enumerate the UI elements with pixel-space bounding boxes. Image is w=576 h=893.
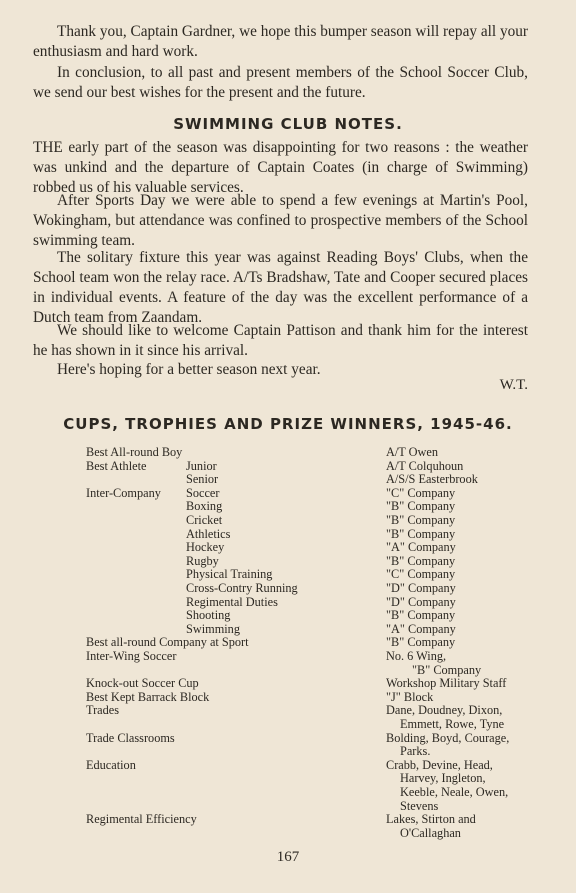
prize-winner: "B" Company — [386, 553, 456, 568]
prize-subcategory: Athletics — [186, 526, 231, 541]
prize-category: Best All-round Boy — [86, 445, 183, 459]
prize-category: Trades — [86, 703, 120, 718]
prize-category: Inter-Wing Soccer — [86, 649, 177, 663]
prize-winner: Bolding, Boyd, Courage, — [386, 730, 510, 745]
prize-subcategory: Rugby — [186, 553, 219, 568]
prize-winner: Lakes, Stirton and — [386, 812, 476, 827]
prize-winner: Harvey, Ingleton, — [400, 771, 486, 786]
prize-winner: "B" Company — [386, 635, 456, 650]
prize-winner: "D" Company — [386, 581, 456, 595]
prize-subcategory: Regimental Duties — [186, 594, 278, 609]
prize-winner: Emmett, Rowe, Tyne — [400, 717, 505, 731]
prize-subcategory: Cricket — [186, 513, 223, 527]
prize-winner: "J" Block — [386, 689, 434, 704]
swimming-paragraph-5: Here's hoping for a better season next year. — [57, 361, 321, 378]
prize-category: Knock-out Soccer Cup — [86, 676, 199, 691]
prize-category: Best Kept Barrack Block — [86, 689, 210, 704]
prize-winner: No. 6 Wing, — [386, 649, 447, 663]
signature: W.T. — [499, 377, 528, 393]
prize-winner: "A" Company — [386, 621, 456, 636]
prize-winner: "B" Company — [386, 499, 456, 514]
prize-winner: "C" Company — [386, 567, 456, 582]
prize-winner: "B" Company — [386, 513, 456, 527]
prize-winner: A/T Colquhoun — [386, 458, 464, 473]
swimming-paragraph-2: After Sports Day we were able to spend a few evenings at Martin's Pool, Wokingham, but attendance was confined to prospective members of the School swimming team. — [33, 192, 528, 249]
prize-subcategory: Soccer — [186, 485, 220, 500]
swimming-paragraph-4: We should like to welcome Captain Pattison and thank him for the interest he has shown in it since his arrival. — [33, 322, 528, 359]
prize-winner: O'Callaghan — [400, 825, 461, 840]
prize-category: Trade Classrooms — [86, 730, 175, 745]
prize-winner: A/T Owen — [386, 445, 439, 459]
prize-category: Education — [86, 757, 136, 772]
prize-winner: "C" Company — [386, 485, 456, 500]
prize-winner: Keeble, Neale, Owen, — [400, 785, 509, 799]
prize-subcategory: Swimming — [186, 621, 240, 636]
cups-heading: CUPS, TROPHIES AND PRIZE WINNERS, 1945-46. — [63, 415, 513, 433]
swimming-heading: SWIMMING CLUB NOTES. — [173, 115, 403, 133]
prize-winner: "B" Company — [386, 608, 456, 623]
prize-subcategory: Shooting — [186, 608, 231, 623]
prize-winner: Parks. — [400, 744, 431, 759]
prize-subcategory: Physical Training — [186, 567, 273, 582]
prize-subcategory: Hockey — [186, 540, 225, 555]
swimming-paragraph-3: The solitary fixture this year was against Reading Boys' Clubs, when the School team won the relay race. A/Ts Bradshaw, Tate and Cooper secured places in individual events. A feature of the day was the excellent performance of a Dutch team from Zaandam. — [33, 249, 528, 326]
prize-winner: Dane, Doudney, Dixon, — [386, 703, 503, 718]
prize-category: Regimental Efficiency — [86, 812, 197, 827]
swimming-paragraph-1: THE early part of the season was disappointing for two reasons : the weather was unkind and the departure of Captain Coates (in charge of Swimming) robbed us of his valuable services. — [33, 139, 528, 196]
prize-subcategory: Cross-Contry Running — [186, 581, 298, 595]
soccer-closing-paragraph-1: Thank you, Captain Gardner, we hope this bumper season will repay all your enthusiasm and hard work. — [33, 23, 528, 60]
prize-winner: Crabb, Devine, Head, — [386, 757, 493, 772]
prize-subcategory: Senior — [186, 472, 219, 487]
prize-category: Best Athlete — [86, 458, 147, 473]
prize-category: Inter-Company — [86, 485, 161, 500]
prize-winner: A/S/S Easterbrook — [386, 472, 478, 487]
prize-winner: "B" Company — [412, 662, 482, 677]
prize-winner: Workshop Military Staff — [386, 676, 507, 691]
prize-subcategory: Junior — [186, 458, 217, 473]
page-number: 167 — [276, 849, 300, 865]
prize-category: Best all-round Company at Sport — [86, 635, 249, 650]
prize-winner: Stevens — [400, 798, 439, 813]
prize-winner: "B" Company — [386, 526, 456, 541]
prize-winner: "A" Company — [386, 540, 456, 555]
prize-subcategory: Boxing — [186, 499, 223, 514]
prize-winner: "D" Company — [386, 594, 456, 609]
soccer-closing-paragraph-2: In conclusion, to all past and present members of the School Soccer Club, we send our best wishes for the present and the future. — [33, 64, 528, 101]
